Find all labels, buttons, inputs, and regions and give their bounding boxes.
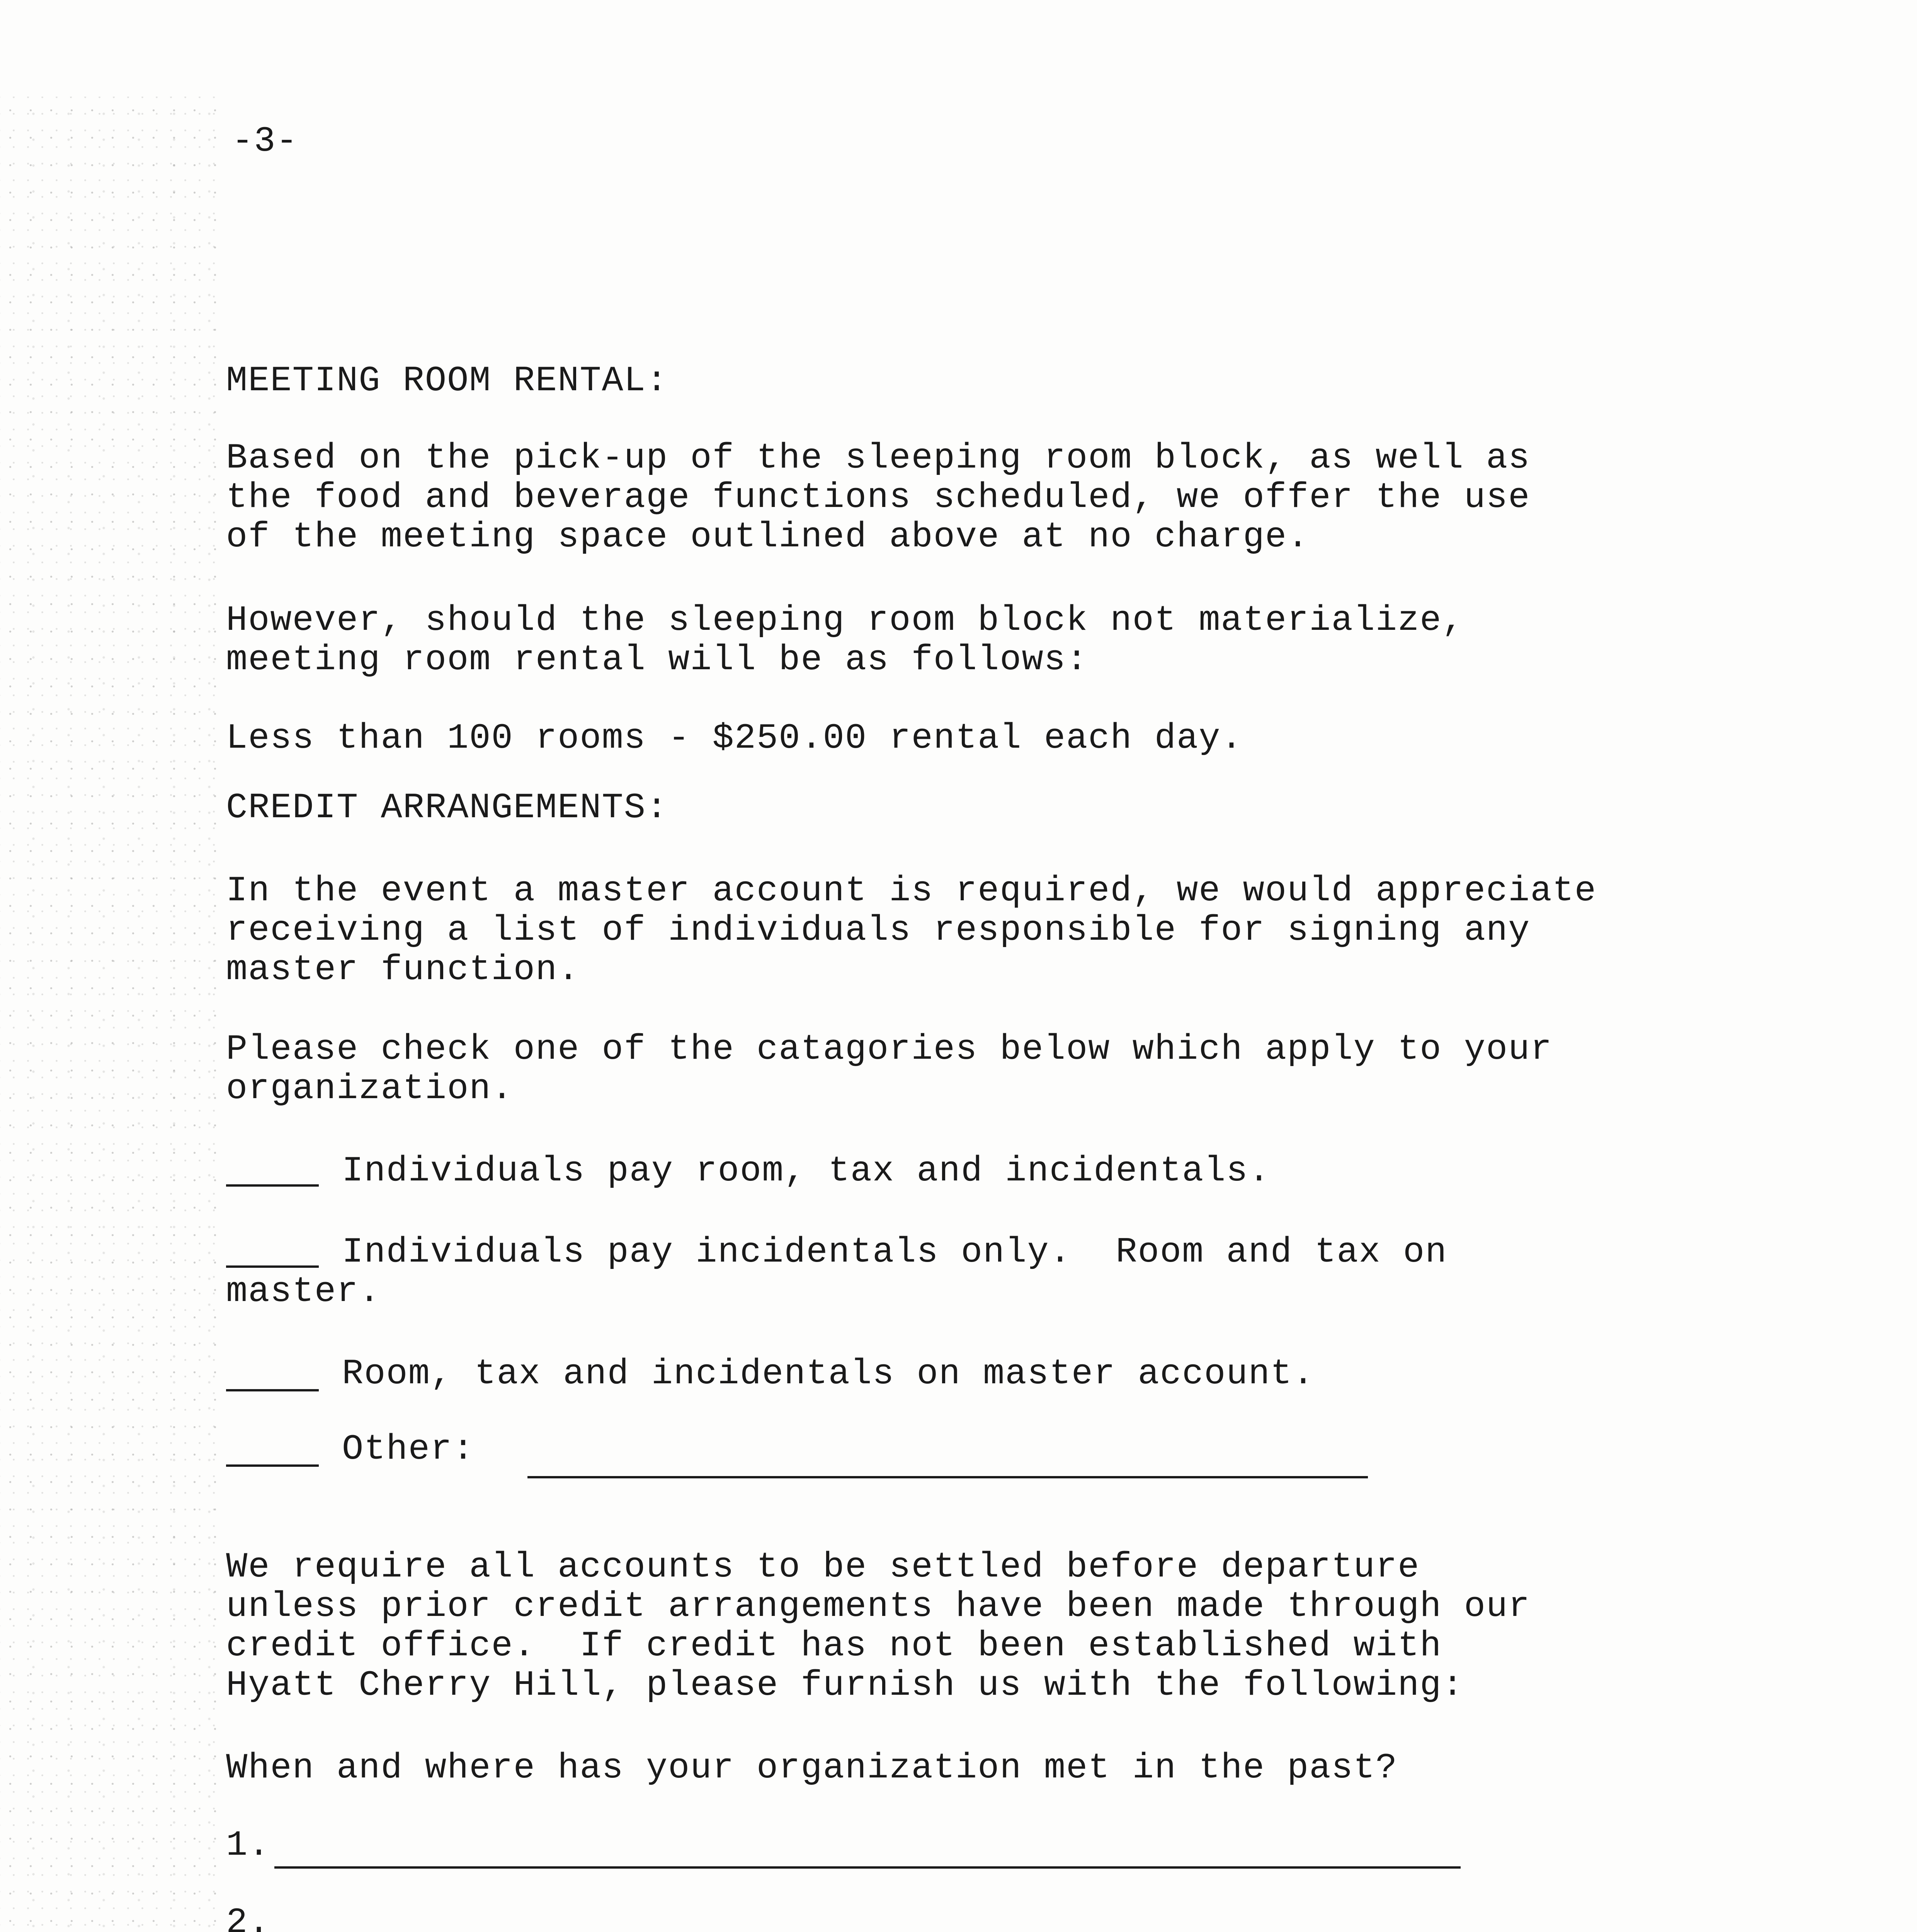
credit-para3-line4: Hyatt Cherry Hill, please furnish us with the following: <box>226 1665 1464 1706</box>
meeting-room-para1-line3: of the meeting space outlined above at no charge. <box>226 517 1310 557</box>
meeting-room-para1-line2: the food and beverage functions scheduled, we offer the use <box>226 477 1531 518</box>
credit-heading: CREDIT ARRANGEMENTS: <box>226 787 668 828</box>
scan-noise-edge <box>0 97 216 1932</box>
option-all-on-master: Room, tax and incidentals on master account. <box>342 1354 1315 1394</box>
credit-para3-line3: credit office. If credit has not been established with <box>226 1626 1442 1666</box>
other-fill-line[interactable] <box>527 1476 1368 1478</box>
past-item-2-label: 2. <box>226 1902 270 1932</box>
past-item-1-label: 1. <box>226 1825 270 1866</box>
credit-para2-line1: Please check one of the catagories below which apply to your <box>226 1029 1553 1070</box>
option-individuals-pay-all: Individuals pay room, tax and incidentals. <box>342 1151 1271 1191</box>
checkbox-blank-1[interactable] <box>226 1184 319 1187</box>
option-individuals-incidentals-line1: Individuals pay incidentals only. Room and tax on <box>342 1232 1448 1272</box>
meeting-room-para2-line1: However, should the sleeping room block not materialize, <box>226 600 1464 641</box>
credit-para1-line1: In the event a master account is required, we would appreciate <box>226 871 1597 911</box>
option-other: Other: <box>342 1429 475 1469</box>
credit-para1-line2: receiving a list of individuals responsible for signing any <box>226 910 1531 951</box>
meeting-room-heading: MEETING ROOM RENTAL: <box>226 361 668 401</box>
meeting-room-rate: Less than 100 rooms - $250.00 rental each day. <box>226 718 1243 759</box>
credit-para2-line2: organization. <box>226 1068 514 1109</box>
credit-para3-line2: unless prior credit arrangements have been made through our <box>226 1586 1531 1627</box>
option-individuals-incidentals-line2: master. <box>226 1271 381 1312</box>
meeting-room-para2-line2: meeting room rental will be as follows: <box>226 639 1089 680</box>
checkbox-blank-4[interactable] <box>226 1464 319 1467</box>
checkbox-blank-3[interactable] <box>226 1389 319 1391</box>
page-number: -3- <box>232 121 298 162</box>
past-meetings-question: When and where has your organization met in the past? <box>226 1748 1398 1788</box>
credit-para3-line1: We require all accounts to be settled before departure <box>226 1547 1420 1587</box>
credit-para1-line3: master function. <box>226 949 580 990</box>
meeting-room-para1-line1: Based on the pick-up of the sleeping room block, as well as <box>226 438 1531 478</box>
past-item-1-line[interactable] <box>274 1866 1461 1869</box>
checkbox-blank-2[interactable] <box>226 1265 319 1268</box>
